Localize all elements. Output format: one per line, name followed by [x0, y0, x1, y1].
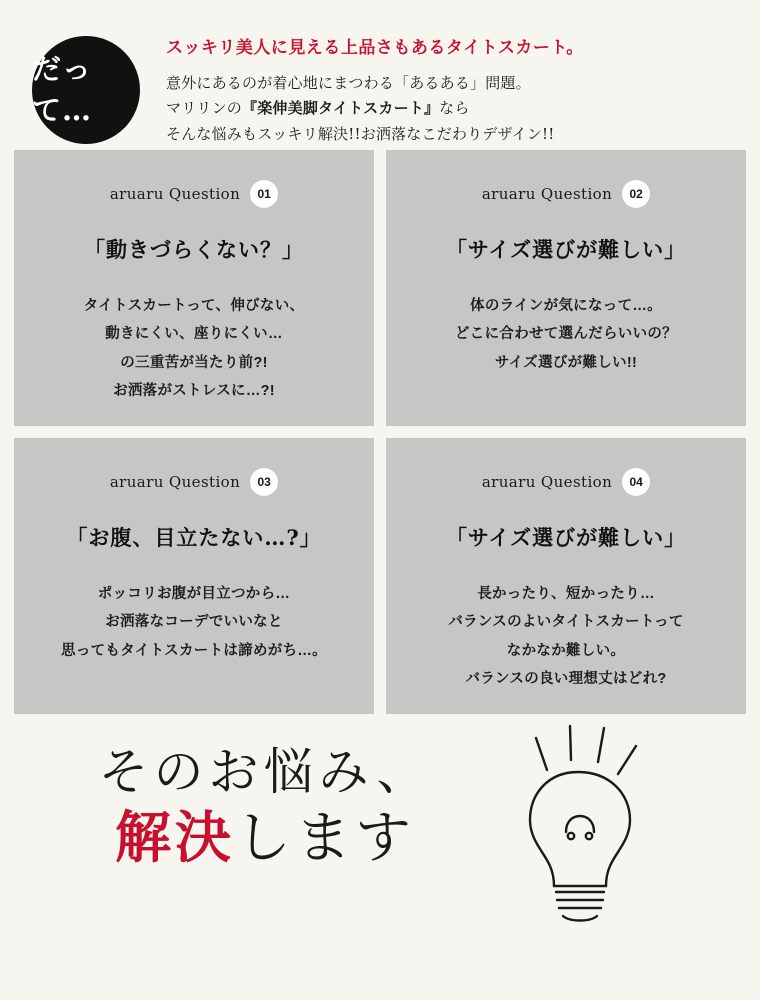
question-label-02: aruaru Question — [481, 185, 613, 203]
header — [0, 0, 760, 150]
question-body-line: お洒落なコーデでいいなと — [105, 614, 283, 631]
question-title-03: 「お腹、目立たない…?」 — [66, 525, 322, 550]
conclusion-highlight: 解決 — [115, 804, 235, 871]
header-text-block — [166, 26, 584, 148]
question-body-line: ポッコリお腹が目立つから… — [97, 586, 291, 602]
question-card-04 — [386, 438, 746, 714]
question-body-line: どこに合わせて選んだらいいの？ — [455, 326, 677, 343]
question-label-01: aruaru Question — [109, 185, 241, 203]
question-body-line: 長かったり、短かったり… — [477, 586, 655, 602]
question-title-02: 「サイズ選びが難しい」 — [445, 237, 687, 262]
header-body — [166, 71, 584, 148]
conclusion-line-2 — [0, 806, 530, 871]
conclusion-text — [0, 744, 530, 871]
question-card-03 — [14, 438, 374, 714]
question-label-03: aruaru Question — [109, 473, 241, 491]
question-header-04 — [404, 468, 728, 496]
header-body-line-2-emphasis: 『楽伸美脚タイトスカート』 — [242, 99, 440, 118]
question-card-grid — [0, 150, 760, 714]
question-label-04: aruaru Question — [481, 473, 613, 491]
question-body-line: サイズ選びが難しい!! — [494, 354, 638, 371]
question-body-line: 思ってもタイトスカートは諦めがち…。 — [61, 642, 327, 659]
question-body-03 — [32, 580, 356, 665]
question-body-line: お洒落がストレスに…?! — [113, 382, 275, 399]
header-lead: スッキリ美人に見える上品さもあるタイトスカート。 — [166, 38, 584, 58]
header-body-line-2-post: なら — [439, 99, 470, 118]
question-body-04 — [404, 580, 728, 693]
question-number-03: 03 — [250, 468, 278, 496]
header-body-line-3: そんな悩みもスッキリ解決!!お洒落なこだわりデザイン!! — [166, 125, 555, 144]
header-body-line-1: 意外にあるのが着心地にまつわる「あるある」問題。 — [166, 73, 531, 92]
footer — [0, 714, 760, 974]
question-body-line: 体のラインが気になって…。 — [470, 298, 662, 314]
question-body-line: 動きにくい、座りにくい… — [105, 326, 283, 343]
question-header-02 — [404, 180, 728, 208]
question-number-02: 02 — [622, 180, 650, 208]
datte-badge — [32, 36, 140, 144]
question-body-line: タイトスカートって、伸びない、 — [83, 298, 305, 314]
question-body-line: なかなか難しい。 — [506, 642, 626, 659]
question-body-01 — [32, 292, 356, 405]
header-body-line-2 — [166, 96, 584, 122]
question-card-02 — [386, 150, 746, 426]
question-number-04: 04 — [622, 468, 650, 496]
conclusion-line-1: そのお悩み、 — [98, 743, 432, 801]
question-title-01: 「動きづらくない？」 — [84, 237, 304, 262]
question-title-04: 「サイズ選びが難しい」 — [445, 525, 687, 550]
question-body-line: バランスのよいタイトスカートって — [448, 614, 684, 631]
question-header-01 — [32, 180, 356, 208]
lightbulb-icon — [500, 724, 660, 944]
question-header-03 — [32, 468, 356, 496]
question-body-02 — [404, 292, 728, 377]
badge-label: だって… — [32, 52, 93, 127]
question-body-line: バランスの良い理想丈はどれ? — [465, 670, 667, 687]
header-body-line-2-pre: マリリンの — [166, 99, 243, 118]
question-card-01 — [14, 150, 374, 426]
question-body-line: の三重苦が当たり前?! — [120, 354, 268, 371]
conclusion-suffix: します — [235, 805, 415, 871]
question-number-01: 01 — [250, 180, 278, 208]
